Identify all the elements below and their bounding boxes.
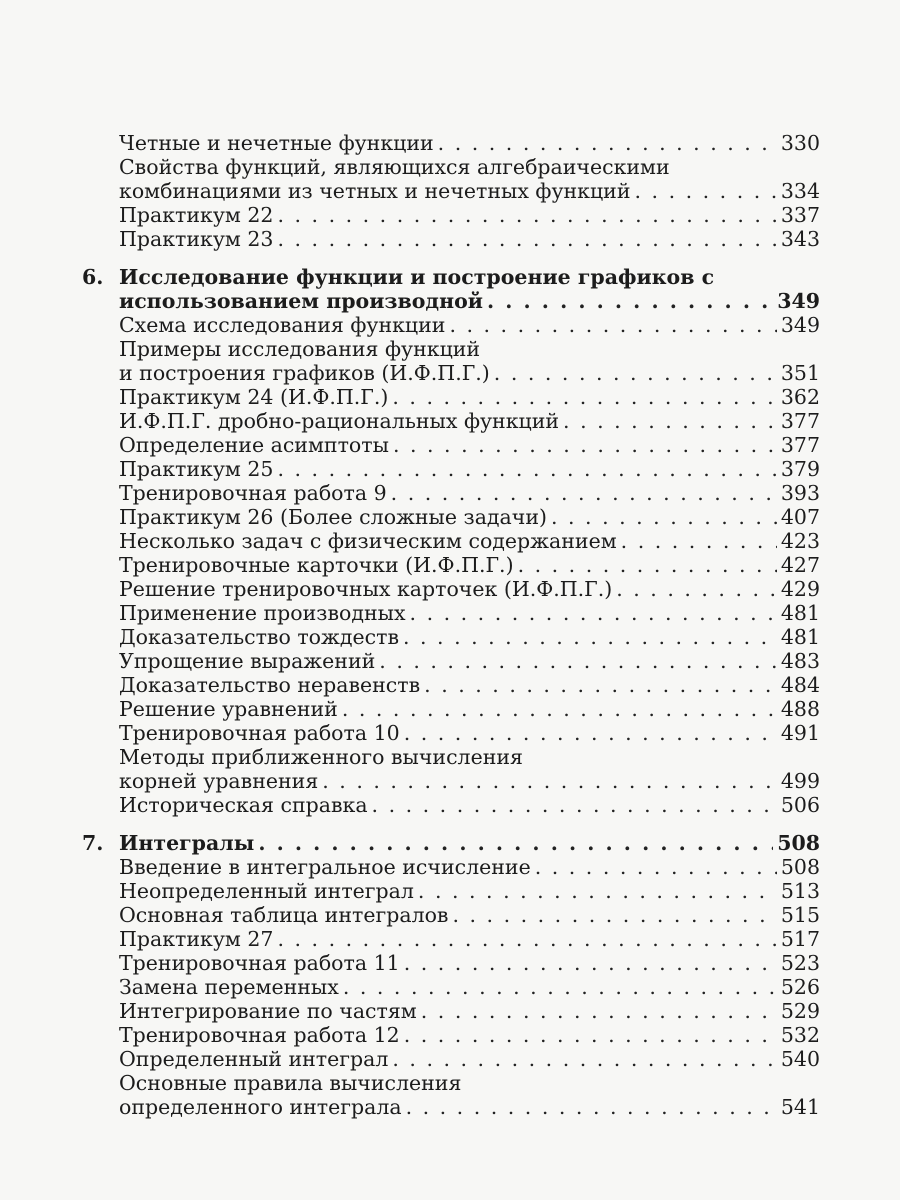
page-number: 362 [780, 385, 820, 409]
dot-leader [635, 179, 777, 203]
toc-entry-line: Основные правила вычисления [119, 1071, 462, 1095]
page-number: 515 [780, 903, 820, 927]
page-number: 393 [780, 481, 820, 505]
page-number: 532 [780, 1023, 820, 1047]
dot-leader [342, 697, 777, 721]
page-number: 481 [780, 601, 820, 625]
page-number: 540 [780, 1047, 820, 1071]
dot-leader [406, 1095, 777, 1119]
toc-entry[interactable]: Замена переменных . . . 526 [82, 975, 820, 999]
toc-entry[interactable]: корней уравнения . . . 499 [82, 769, 820, 793]
dot-leader [403, 625, 777, 649]
dot-leader [404, 1023, 777, 1047]
toc-entry[interactable]: Историческая справка . . . 506 [82, 793, 820, 817]
dot-leader [392, 385, 776, 409]
toc-entry-line: Примеры исследования функций [119, 337, 481, 361]
dot-leader [393, 433, 777, 457]
dot-leader [277, 927, 776, 951]
page-number: 506 [780, 793, 820, 817]
toc-entry-line: Методы приближенного вычисления [119, 745, 523, 769]
dot-leader [621, 529, 777, 553]
toc-entry[interactable]: Доказательство неравенств . . . 484 [82, 673, 820, 697]
page-number: 517 [780, 927, 820, 951]
dot-leader [535, 855, 777, 879]
dot-leader [438, 131, 777, 155]
toc-entry[interactable]: Четные и нечетные функции . . . 330 [82, 131, 820, 155]
page-number: 330 [780, 131, 820, 155]
page-number: 423 [780, 529, 820, 553]
chapter-number: 7. [82, 831, 104, 855]
toc-entry[interactable]: Тренировочная работа 9 . . . 393 [82, 481, 820, 505]
dot-leader [494, 361, 777, 385]
dot-leader [277, 203, 776, 227]
dot-leader [322, 769, 777, 793]
page-number: 349 [780, 313, 820, 337]
table-of-contents [82, 131, 820, 1119]
toc-entry[interactable]: и построения графиков (И.Ф.П.Г.) . . . 351 [82, 361, 820, 385]
toc-entry[interactable]: Определение асимптоты . . . 377 [82, 433, 820, 457]
page-number: 427 [780, 553, 820, 577]
toc-entry[interactable]: Несколько задач с физическим содержанием . . . 423 [82, 529, 820, 553]
page-number: 491 [780, 721, 820, 745]
toc-entry[interactable]: Практикум 23 . . . 343 [82, 227, 820, 251]
page-number: 377 [780, 433, 820, 457]
dot-leader [277, 227, 776, 251]
toc-entry[interactable]: Практикум 24 (И.Ф.П.Г.) . . . 362 [82, 385, 820, 409]
page-number: 499 [780, 769, 820, 793]
page-number: 488 [780, 697, 820, 721]
dot-leader [277, 457, 776, 481]
toc-entry[interactable]: Тренировочная работа 10 . . . 491 [82, 721, 820, 745]
toc-entry[interactable]: Введение в интегральное исчисление . . . 508 [82, 855, 820, 879]
toc-entry[interactable]: Решение уравнений . . . 488 [82, 697, 820, 721]
page-number: 484 [780, 673, 820, 697]
chapter-title-line: 6. Исследование функции и построение графиков с [82, 265, 715, 289]
toc-entry[interactable]: Применение производных . . . 481 [82, 601, 820, 625]
toc-entry[interactable]: Практикум 22 . . . 337 [82, 203, 820, 227]
toc-entry-line: Свойства функций, являющихся алгебраическими [119, 155, 670, 179]
toc-entry[interactable]: Тренировочные карточки (И.Ф.П.Г.) . . . 427 [82, 553, 820, 577]
dot-leader [616, 577, 777, 601]
dot-leader [258, 831, 773, 855]
page-number: 377 [780, 409, 820, 433]
dot-leader [343, 975, 777, 999]
toc-entry[interactable]: Схема исследования функции . . . 349 [82, 313, 820, 337]
toc-entry[interactable]: Решение тренировочных карточек (И.Ф.П.Г.) . . . 429 [82, 577, 820, 601]
page-number: 379 [780, 457, 820, 481]
page-number: 407 [780, 505, 820, 529]
dot-leader [421, 999, 777, 1023]
page-number: 349 [777, 289, 820, 313]
dot-leader [391, 481, 777, 505]
toc-entry[interactable]: И.Ф.П.Г. дробно-рациональных функций . . . 377 [82, 409, 820, 433]
toc-entry[interactable]: Практикум 26 (Более сложные задачи) . . . 407 [82, 505, 820, 529]
dot-leader [372, 793, 777, 817]
page-number: 508 [780, 855, 820, 879]
chapter-entry[interactable]: 7. Интегралы . . . 508 [82, 831, 820, 855]
toc-entry[interactable]: Доказательство тождеств . . . 481 [82, 625, 820, 649]
dot-leader [518, 553, 777, 577]
page-number: 523 [780, 951, 820, 975]
dot-leader [452, 903, 776, 927]
dot-leader [487, 289, 773, 313]
page-number: 337 [780, 203, 820, 227]
toc-entry[interactable]: Определенный интеграл . . . 540 [82, 1047, 820, 1071]
dot-leader [424, 673, 777, 697]
dot-leader [379, 649, 777, 673]
toc-entry[interactable]: Тренировочная работа 11 . . . 523 [82, 951, 820, 975]
toc-entry[interactable]: Интегрирование по частям . . . 529 [82, 999, 820, 1023]
dot-leader [449, 313, 776, 337]
page-number: 334 [780, 179, 820, 203]
page-number: 481 [780, 625, 820, 649]
page-number: 343 [780, 227, 820, 251]
page-number: 483 [780, 649, 820, 673]
dot-leader [404, 721, 777, 745]
toc-entry[interactable]: Практикум 25 . . . 379 [82, 457, 820, 481]
dot-leader [404, 951, 777, 975]
page-number: 508 [777, 831, 820, 855]
dot-leader [410, 601, 777, 625]
chapter-entry[interactable]: использованием производной . . . 349 [82, 289, 820, 313]
dot-leader [563, 409, 777, 433]
page-number: 513 [780, 879, 820, 903]
page-number: 526 [780, 975, 820, 999]
toc-entry[interactable]: определенного интеграла . . . 541 [82, 1095, 820, 1119]
page-number: 351 [780, 361, 820, 385]
toc-entry[interactable]: комбинациями из четных и нечетных функций . . . 334 [82, 179, 820, 203]
page-number: 529 [780, 999, 820, 1023]
toc-entry[interactable]: Основная таблица интегралов . . . 515 [82, 903, 820, 927]
toc-entry[interactable]: Практикум 27 . . . 517 [82, 927, 820, 951]
dot-leader [418, 879, 777, 903]
chapter-number: 6. [82, 265, 104, 289]
dot-leader [392, 1047, 776, 1071]
toc-entry[interactable]: Упрощение выражений . . . 483 [82, 649, 820, 673]
page-number: 429 [780, 577, 820, 601]
dot-leader [551, 505, 777, 529]
toc-entry[interactable]: Неопределенный интеграл . . . 513 [82, 879, 820, 903]
toc-entry[interactable]: Тренировочная работа 12 . . . 532 [82, 1023, 820, 1047]
page-number: 541 [780, 1095, 820, 1119]
